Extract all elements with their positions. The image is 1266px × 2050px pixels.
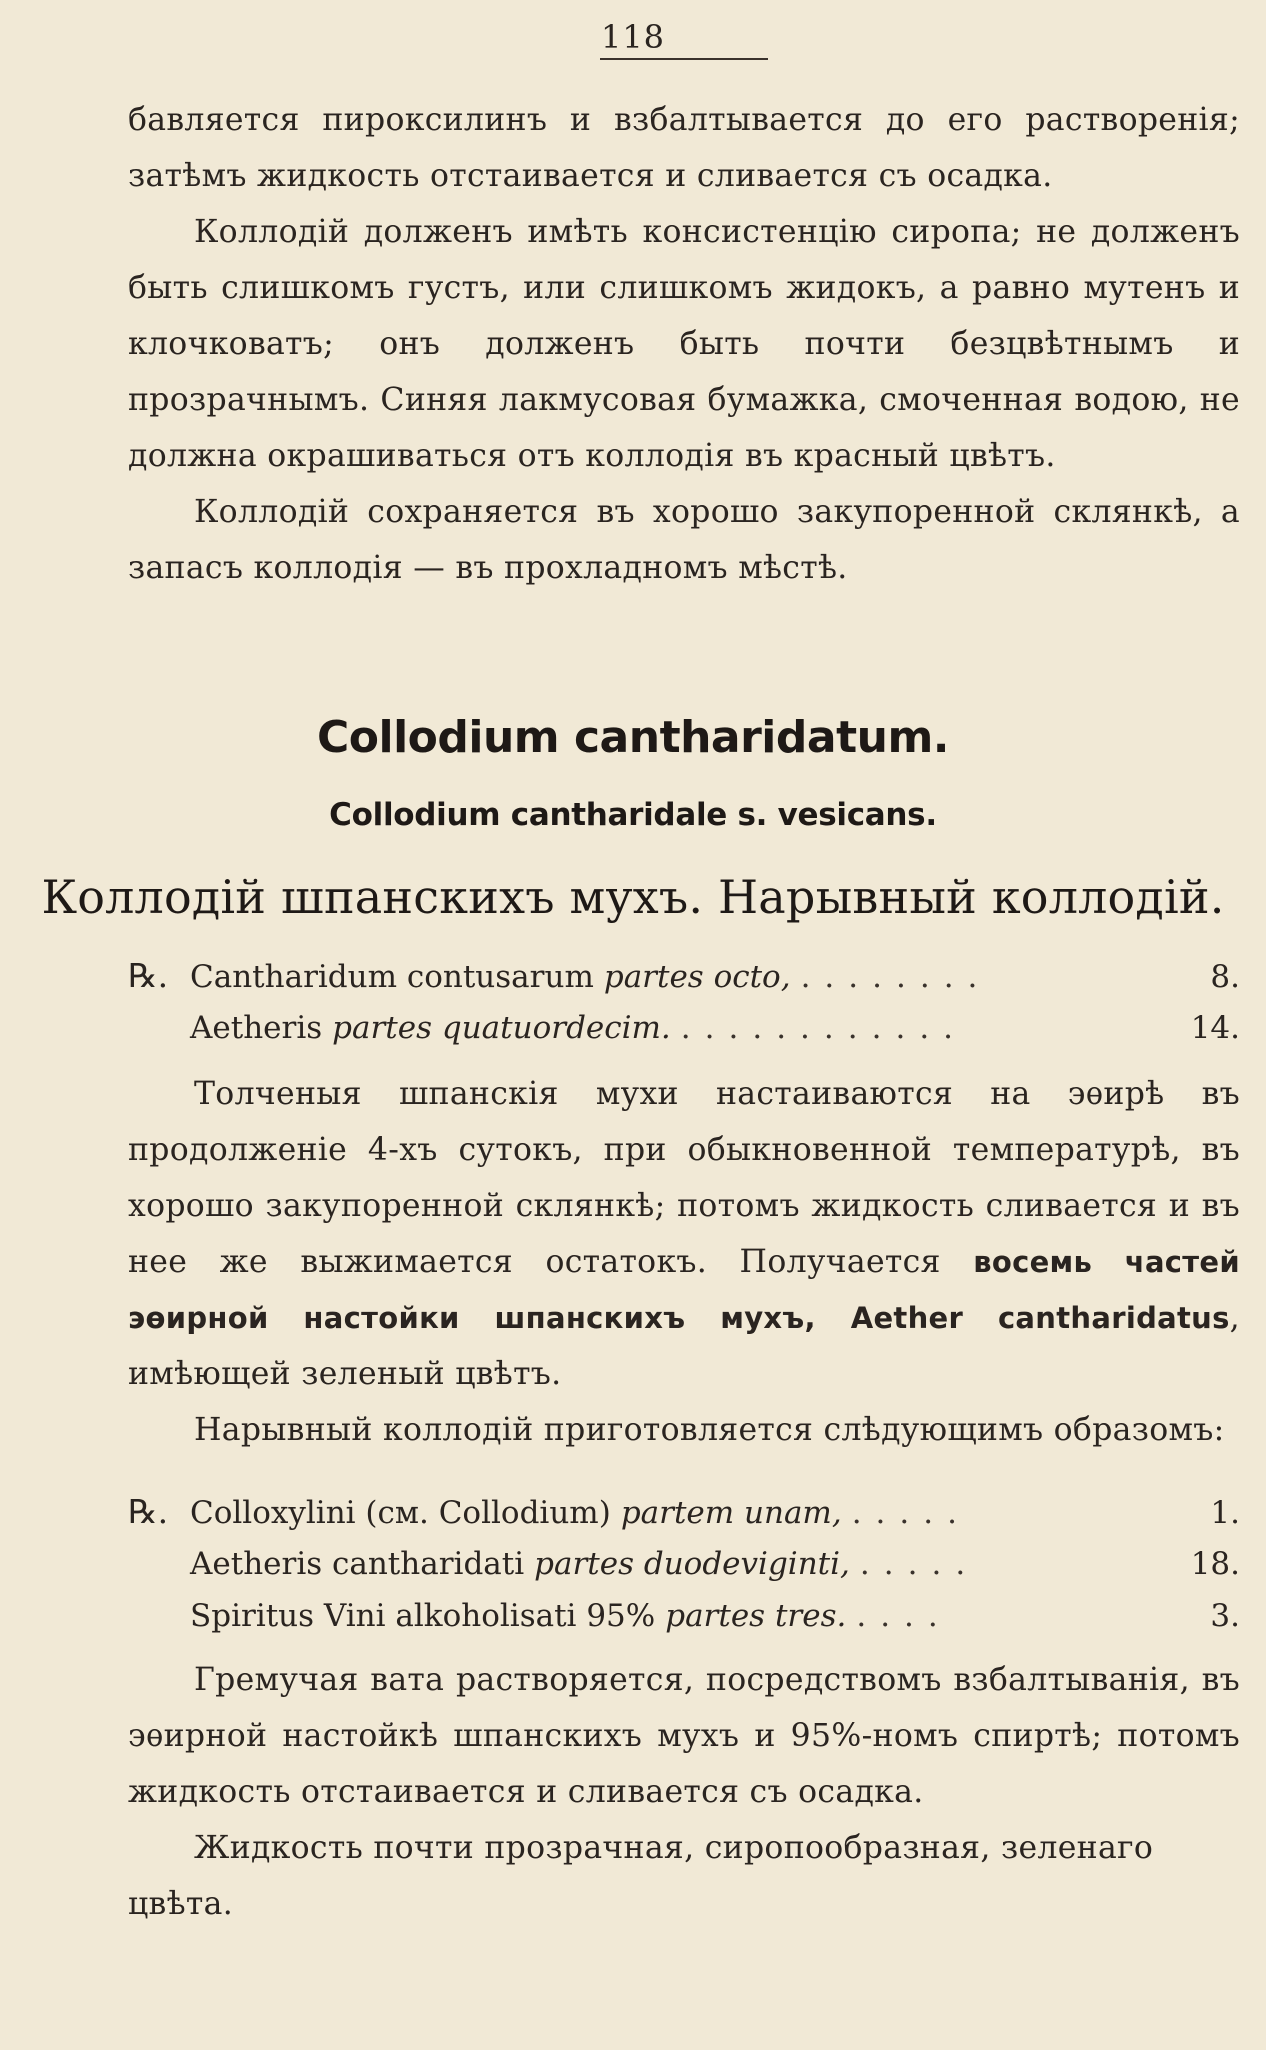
ingredient-quantity: 1.: [1210, 1495, 1240, 1531]
body-paragraph-4: [128, 1066, 1240, 1402]
recipe-line: [128, 1590, 1240, 1642]
leader-dots: ....: [856, 1598, 952, 1634]
closing-paragraph-6: Гремучая вата растворяется, посредствомъ взбалтыванія, въ эѳирной настойкѣ шпанскихъ мухъ и 95%-номъ спиртѣ; потомъ жидкость отстаивается и сливается съ осадка.: [128, 1662, 1240, 1810]
intro-paragraph-1: бавляется пироксилинъ и взбалтывается до его растворенія; затѣмъ жидкость отстаивается и сливается съ осадка.: [128, 102, 1240, 194]
page-number: 118: [600, 18, 666, 56]
ingredient-name: Colloxylini (см. Collodium): [190, 1495, 611, 1531]
ingredient-quantity: 14.: [1190, 1010, 1240, 1046]
intro-paragraph-3: Коллодій сохраняется въ хорошо закупоренной склянкѣ, а запасъ коллодія — въ прохладномъ мѣстѣ.: [128, 494, 1240, 586]
rx-symbol: ℞.: [128, 956, 169, 995]
p4-start: Толченыя шпанскія мухи настаиваются на эѳирѣ въ продолженіе 4-хъ сутокъ, при обыкновенной температурѣ, въ хорошо закупоренной склянкѣ; потомъ жидкость сливается и въ нее же выжимается остатокъ. Получается: [128, 1076, 1240, 1280]
intro-section: [128, 92, 1240, 596]
ingredient-name: Spiritus Vini alkoholisati 95%: [190, 1598, 656, 1634]
ingredient-quantity: 3.: [1210, 1598, 1240, 1634]
article-title: Collodium cantharidatum.: [316, 712, 949, 763]
leader-dots: .....: [859, 1546, 980, 1582]
recipe-2: [128, 1486, 1240, 1642]
recipe-line: [128, 1538, 1240, 1590]
leader-dots: .....: [851, 1495, 971, 1531]
ingredient-amount: partes duodeviginti,: [534, 1546, 850, 1582]
intro-paragraph-2: Коллодій долженъ имѣть консистенцію сиропа; не долженъ быть слишкомъ густъ, или слишкомъ жидокъ, а равно мутенъ и клочковатъ; онъ долженъ быть почти безцвѣтнымъ и прозрачнымъ. Синяя лакмусовая бумажка, смоченная водою, не должна окрашиваться отъ коллодія въ красный цвѣтъ.: [128, 214, 1240, 474]
ingredient-amount: partes quatuordecim.: [332, 1010, 671, 1046]
ingredient-amount: partes octo,: [603, 959, 791, 995]
leader-dots: ........: [800, 959, 992, 995]
ingredient-name: Cantharidum contusarum: [190, 959, 594, 995]
closing-section: [128, 1652, 1240, 1932]
page-number-rule: [600, 58, 768, 60]
p4-bold: восемь частей эѳирной настойки шпанскихъ мухъ, Aether cantharidatus: [128, 1245, 1240, 1335]
ingredient-quantity: 18.: [1190, 1546, 1240, 1582]
recipe-line: [128, 1002, 1240, 1054]
ingredient-quantity: 8.: [1210, 959, 1240, 995]
closing-paragraph-7: Жидкость почти прозрачная, сиропообразная, зеленаго цвѣта.: [128, 1830, 1154, 1922]
ingredient-name: Aetheris cantharidati: [190, 1546, 525, 1582]
article-subtitle: Collodium cantharidale s. vesicans.: [329, 797, 937, 833]
rx-symbol: ℞.: [128, 1492, 169, 1531]
body-section: [128, 1066, 1240, 1458]
article-russian-title: Коллодій шпанскихъ мухъ. Нарывный коллодій.: [41, 870, 1225, 924]
ingredient-amount: partes tres.: [665, 1598, 847, 1634]
leader-dots: ............: [680, 1010, 968, 1046]
ingredient-amount: partem unam,: [620, 1495, 842, 1531]
ingredient-name: Aetheris: [190, 1010, 323, 1046]
body-paragraph-5: Нарывный коллодій приготовляется слѣдующимъ образомъ:: [194, 1412, 1225, 1448]
p4-end: , имѣющей зеленый цвѣтъ.: [128, 1300, 1240, 1392]
recipe-line: [128, 1486, 1240, 1538]
recipe-1: [128, 950, 1240, 1054]
recipe-line: [128, 950, 1240, 1002]
